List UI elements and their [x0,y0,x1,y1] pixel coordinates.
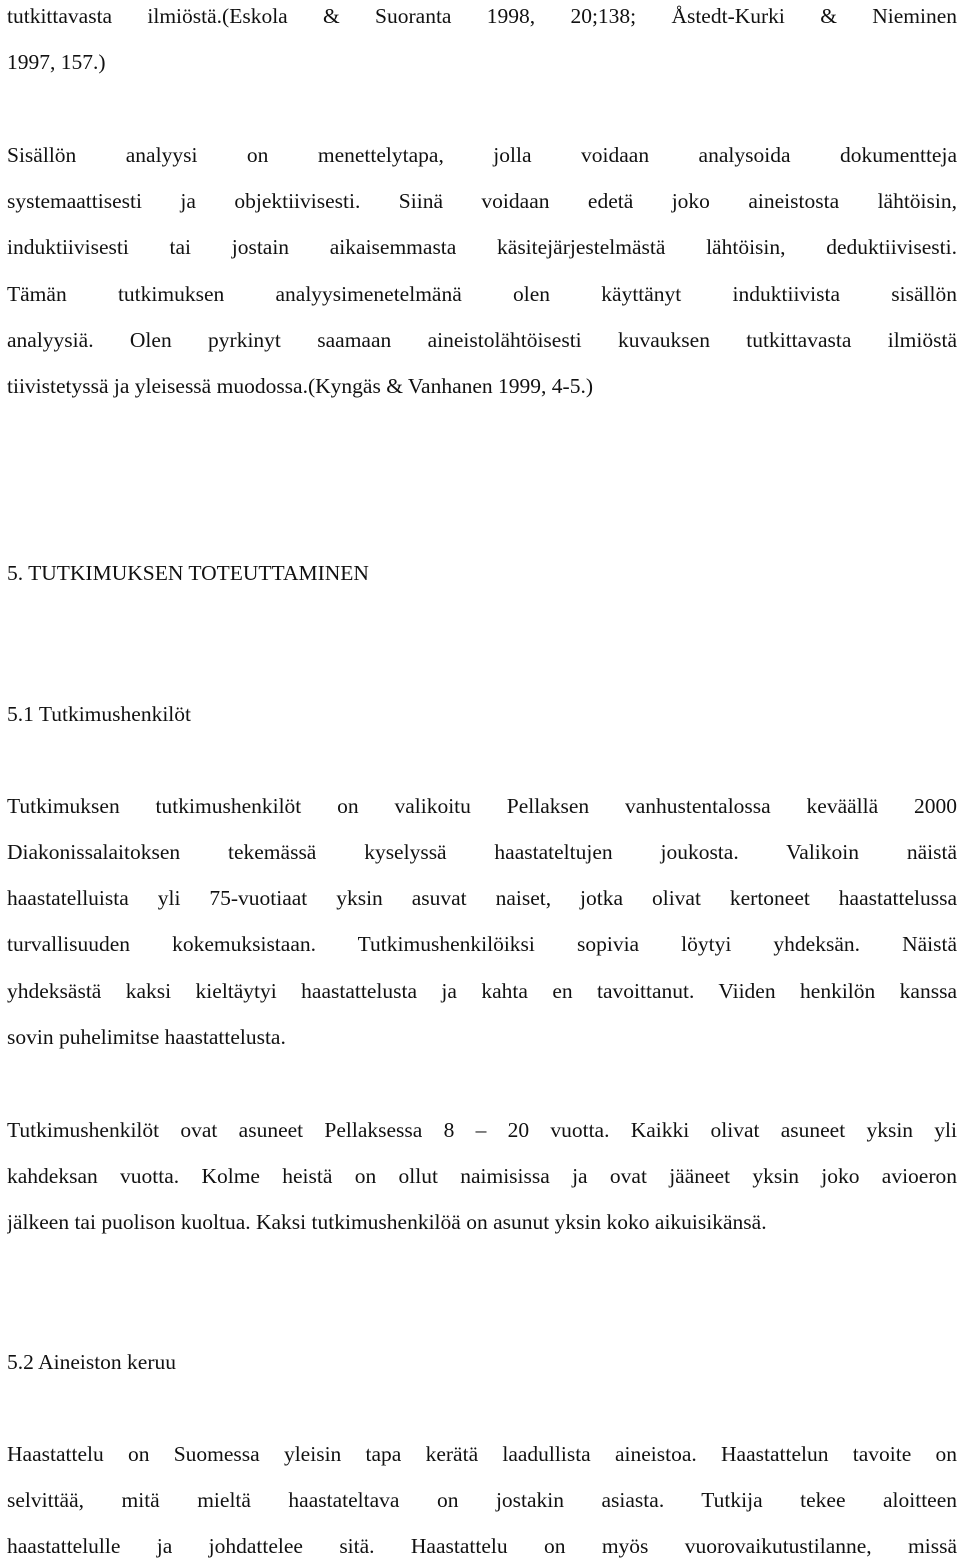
text-line: haastattelulle ja johdattelee sitä. Haastattelu on myös vuorovaikutustilanne, missä [7,1534,957,1558]
text-line: yhdeksästä kaksi kieltäytyi haastattelusta ja kahta en tavoittanut. Viiden henkilön kanssa [7,979,957,1003]
text-line: jälkeen tai puolison kuoltua. Kaksi tutkimushenkilöä on asunut yksin koko aikuisikänsä. [7,1210,767,1234]
text-line: Tämän tutkimuksen analyysimenetelmänä olen käyttänyt induktiivista sisällön [7,282,957,306]
text-line: haastatelluista yli 75-vuotiaat yksin asuvat naiset, jotka olivat kertoneet haastattelussa [7,886,957,910]
text-line: selvittää, mitä mieltä haastateltava on jostakin asiasta. Tutkija tekee aloitteen [7,1488,957,1512]
text-line: induktiivisesti tai jostain aikaisemmasta käsitejärjestelmästä lähtöisin, deduktiivisesti. [7,235,957,259]
text-line: sovin puhelimitse haastattelusta. [7,1025,286,1049]
text-line: kahdeksan vuotta. Kolme heistä on ollut naimisissa ja ovat jääneet yksin joko avioeron [7,1164,957,1188]
text-line: Sisällön analyysi on menettelytapa, jolla voidaan analysoida dokumentteja [7,143,957,167]
text-line: analyysiä. Olen pyrkinyt saamaan aineistolähtöisesti kuvauksen tutkittavasta ilmiöstä [7,328,957,352]
text-line: Tutkimuksen tutkimushenkilöt on valikoitu Pellaksen vanhustentalossa keväällä 2000 [7,794,957,818]
text-line: Haastattelu on Suomessa yleisin tapa kerätä laadullista aineistoa. Haastattelun tavoite on [7,1442,957,1466]
text-line: turvallisuuden kokemuksistaan. Tutkimushenkilöiksi sopivia löytyi yhdeksän. Näistä [7,932,957,956]
section-heading-5-2: 5.2 Aineiston keruu [7,1350,176,1374]
section-heading-5: 5. TUTKIMUKSEN TOTEUTTAMINEN [7,561,369,585]
text-line: Diakonissalaitoksen tekemässä kyselyssä haastateltujen joukosta. Valikoin näistä [7,840,957,864]
text-line: systemaattisesti ja objektiivisesti. Siinä voidaan edetä joko aineistosta lähtöisin, [7,189,957,213]
text-line: tiivistetyssä ja yleisessä muodossa.(Kyngäs & Vanhanen 1999, 4-5.) [7,374,593,398]
text-line: 1997, 157.) [7,50,106,74]
text-line: tutkittavasta ilmiöstä.(Eskola & Suoranta 1998, 20;138; Åstedt-Kurki & Nieminen [7,4,957,28]
section-heading-5-1: 5.1 Tutkimushenkilöt [7,702,191,726]
text-line: Tutkimushenkilöt ovat asuneet Pellaksessa 8 – 20 vuotta. Kaikki olivat asuneet yksin yli [7,1118,957,1142]
